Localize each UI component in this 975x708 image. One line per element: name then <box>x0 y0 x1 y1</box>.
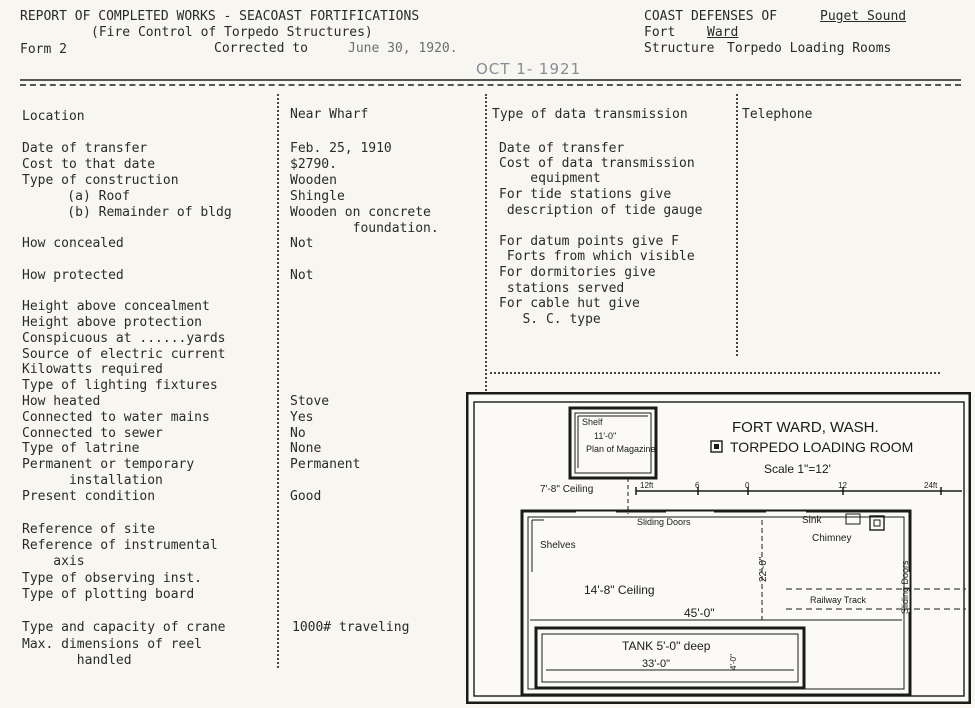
field-label: Reference of instrumental <box>22 538 218 553</box>
field-label: stations served <box>499 281 625 296</box>
field-label: Reference of site <box>22 522 156 537</box>
scale-tick-label: 6 <box>695 481 700 490</box>
field-value: Good <box>290 489 322 504</box>
field-label: How concealed <box>22 236 124 251</box>
field-value: foundation. <box>290 221 439 236</box>
field-label: Type of data transmission <box>492 107 688 122</box>
tank-length: 33'-0" <box>642 658 671 670</box>
railway-track-label: Railway Track <box>810 595 867 605</box>
field-label: Connected to sewer <box>22 426 163 441</box>
floor-plan-drawing <box>466 392 971 704</box>
section-divider <box>490 372 940 374</box>
field-label: Type of lighting fixtures <box>22 378 218 393</box>
field-value: None <box>290 441 322 456</box>
field-value: Shingle <box>290 189 345 204</box>
scale-tick-label: 12ft <box>640 481 654 490</box>
field-value: No <box>290 426 306 441</box>
sink-label: Sink <box>802 515 822 526</box>
field-label: Type of observing inst. <box>22 571 203 586</box>
field-label: Type and capacity of crane <box>22 620 226 635</box>
field-label: Max. dimensions of reel <box>22 637 203 652</box>
field-label: Cost to that date <box>22 157 156 172</box>
field-label: Date of transfer <box>499 141 625 156</box>
field-value: Permanent <box>290 457 361 472</box>
report-title: REPORT OF COMPLETED WORKS - SEACOAST FORTIFICATIONS <box>20 9 420 24</box>
coast-defenses-value: Puget Sound <box>820 9 907 24</box>
field-label: Kilowatts required <box>22 362 163 377</box>
field-label: Forts from which visible <box>499 249 695 264</box>
column-separator <box>485 94 487 394</box>
plan-scale: Scale 1"=12' <box>764 462 831 476</box>
sliding-doors-label: Sliding Doors <box>637 517 691 527</box>
chimney-label: Chimney <box>812 533 852 544</box>
plan-title: FORT WARD, WASH. <box>732 419 879 436</box>
field-label: Conspicuous at ......yards <box>22 331 226 346</box>
tank-label: TANK 5'-0" deep <box>622 639 711 653</box>
structure-label: Structure <box>644 41 715 56</box>
field-label: S. C. type <box>499 312 601 327</box>
field-label: Type of plotting board <box>22 587 195 602</box>
field-value: Telephone <box>742 107 813 122</box>
field-label: For datum points give F <box>499 234 680 249</box>
fort-value: Ward <box>707 25 739 40</box>
coast-defenses-label: COAST DEFENSES OF <box>644 9 778 24</box>
field-value: Stove <box>290 394 330 409</box>
field-value: Near Wharf <box>290 107 369 122</box>
field-label: How heated <box>22 394 101 409</box>
scale-tick-label: 24ft <box>924 481 938 490</box>
field-value: $2790. <box>290 157 337 172</box>
scale-tick-label: 0 <box>745 481 750 490</box>
field-label: Type of latrine <box>22 441 140 456</box>
header-rule <box>20 79 961 81</box>
field-value: Not <box>290 268 314 283</box>
field-label: How protected <box>22 268 124 283</box>
field-value: Feb. 25, 1910 <box>290 141 392 156</box>
field-label: For dormitories give <box>499 265 656 280</box>
field-label: Cost of data transmission <box>499 156 695 171</box>
sliding-doors-side-label: Sliding Doors <box>900 560 910 614</box>
plan-symbol-icon-dot <box>714 444 719 449</box>
field-label: Height above protection <box>22 315 203 330</box>
fort-label: Fort <box>644 25 676 40</box>
field-label: installation <box>22 473 163 488</box>
ceiling-label: 14'-8" Ceiling <box>584 583 655 597</box>
width-dimension: 22'-0" <box>758 556 769 582</box>
field-label: Permanent or temporary <box>22 457 195 472</box>
field-label: axis <box>22 554 85 569</box>
field-label: handled <box>22 653 132 668</box>
magazine-plan-label: Plan of Magazine <box>586 444 656 454</box>
field-label: equipment <box>499 171 601 186</box>
field-value: Wooden on concrete <box>290 205 431 220</box>
report-subtitle: (Fire Control of Torpedo Structures) <box>91 25 373 40</box>
field-value: Wooden <box>290 173 337 188</box>
received-stamp: OCT 1- 1921 <box>476 60 582 78</box>
tank-width: 4'-0" <box>729 654 738 670</box>
shelves-label: Shelves <box>540 540 576 551</box>
field-label: Date of transfer <box>22 141 148 156</box>
magazine-shelf-label: Shelf <box>582 417 603 427</box>
field-label: Location <box>22 109 85 124</box>
corrected-label: Corrected to <box>214 41 308 56</box>
field-value: Not <box>290 236 314 251</box>
field-value: 1000# traveling <box>292 620 410 635</box>
column-separator <box>736 94 738 356</box>
corrected-date: June 30, 1920. <box>348 41 458 56</box>
field-value: Yes <box>290 410 314 425</box>
field-label: Type of construction <box>22 173 179 188</box>
field-label: description of tide gauge <box>499 203 703 218</box>
length-dimension: 45'-0" <box>684 606 715 620</box>
plan-subtitle: TORPEDO LOADING ROOM <box>730 439 914 455</box>
scale-tick-label: 12 <box>838 481 847 490</box>
header-rule-dashed <box>20 84 961 86</box>
field-label: For cable hut give <box>499 296 640 311</box>
field-label: Source of electric current <box>22 347 226 362</box>
structure-value: Torpedo Loading Rooms <box>727 41 892 56</box>
field-label: Present condition <box>22 489 156 504</box>
field-label: (a) Roof <box>36 189 130 204</box>
field-label: Connected to water mains <box>22 410 210 425</box>
magazine-dimension: 11'-0" <box>594 431 617 441</box>
field-label: Height above concealment <box>22 299 210 314</box>
field-label: (b) Remainder of bldg <box>36 205 232 220</box>
form-number: Form 2 <box>20 42 67 57</box>
field-label: For tide stations give <box>499 187 672 202</box>
magazine-ceiling-label: 7'-8" Ceiling <box>540 484 594 495</box>
column-separator <box>277 94 279 668</box>
